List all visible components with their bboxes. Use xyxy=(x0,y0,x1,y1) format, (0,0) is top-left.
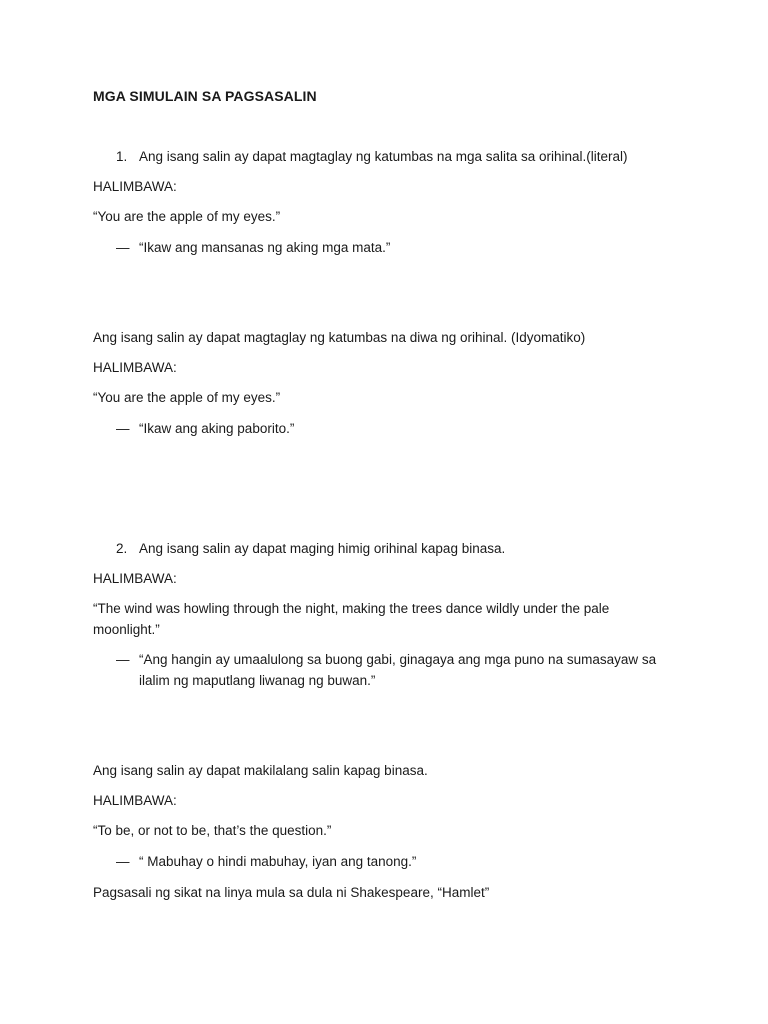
source-quote: “The wind was howling through the night, making the trees dance wildly under the pale moonlight.” xyxy=(93,601,610,637)
source-quote: “You are the apple of my eyes.” xyxy=(93,209,281,224)
translation-text: “Ikaw ang mansanas ng aking mga mata.” xyxy=(139,240,391,255)
example-label: HALIMBAWA: xyxy=(93,179,177,194)
translation-text: “Ang hangin ay umaalulong sa buong gabi, ginagaya ang mga puno na sumasayaw sa ilalim ng maputlang liwanag ng buwan.” xyxy=(139,652,657,688)
source-quote: “You are the apple of my eyes.” xyxy=(93,390,281,405)
example-label: HALIMBAWA: xyxy=(93,793,177,808)
translation-text: “Ikaw ang aking paborito.” xyxy=(139,421,295,436)
dash-bullet: — xyxy=(116,652,130,667)
principle-recognizable: Ang isang salin ay dapat makilalang salin kapag binasa. xyxy=(93,763,428,778)
dash-bullet: — xyxy=(116,421,130,436)
dash-bullet: — xyxy=(116,240,130,255)
dash-bullet: — xyxy=(116,854,130,869)
principle-idiomatic: Ang isang salin ay dapat magtaglay ng katumbas na diwa ng orihinal. (Idyomatiko) xyxy=(93,330,586,345)
translation-item xyxy=(116,851,676,872)
principle-text: Ang isang salin ay dapat magtaglay ng katumbas na mga salita sa orihinal.(literal) xyxy=(139,149,628,164)
source-note: Pagsasali ng sikat na linya mula sa dula ni Shakespeare, “Hamlet” xyxy=(93,885,490,900)
example-label: HALIMBAWA: xyxy=(93,360,177,375)
principle-text: Ang isang salin ay dapat maging himig orihinal kapag binasa. xyxy=(139,541,506,556)
list-number: 1. xyxy=(116,149,128,164)
list-number: 2. xyxy=(116,541,128,556)
document-title: MGA SIMULAIN SA PAGSASALIN xyxy=(93,88,317,104)
translation-item xyxy=(116,418,676,439)
example-label: HALIMBAWA: xyxy=(93,571,177,586)
translation-text: “ Mabuhay o hindi mabuhay, iyan ang tanong.” xyxy=(139,854,417,869)
translation-item xyxy=(116,649,676,691)
translation-item xyxy=(116,237,676,258)
source-quote: “To be, or not to be, that’s the question.” xyxy=(93,823,332,838)
